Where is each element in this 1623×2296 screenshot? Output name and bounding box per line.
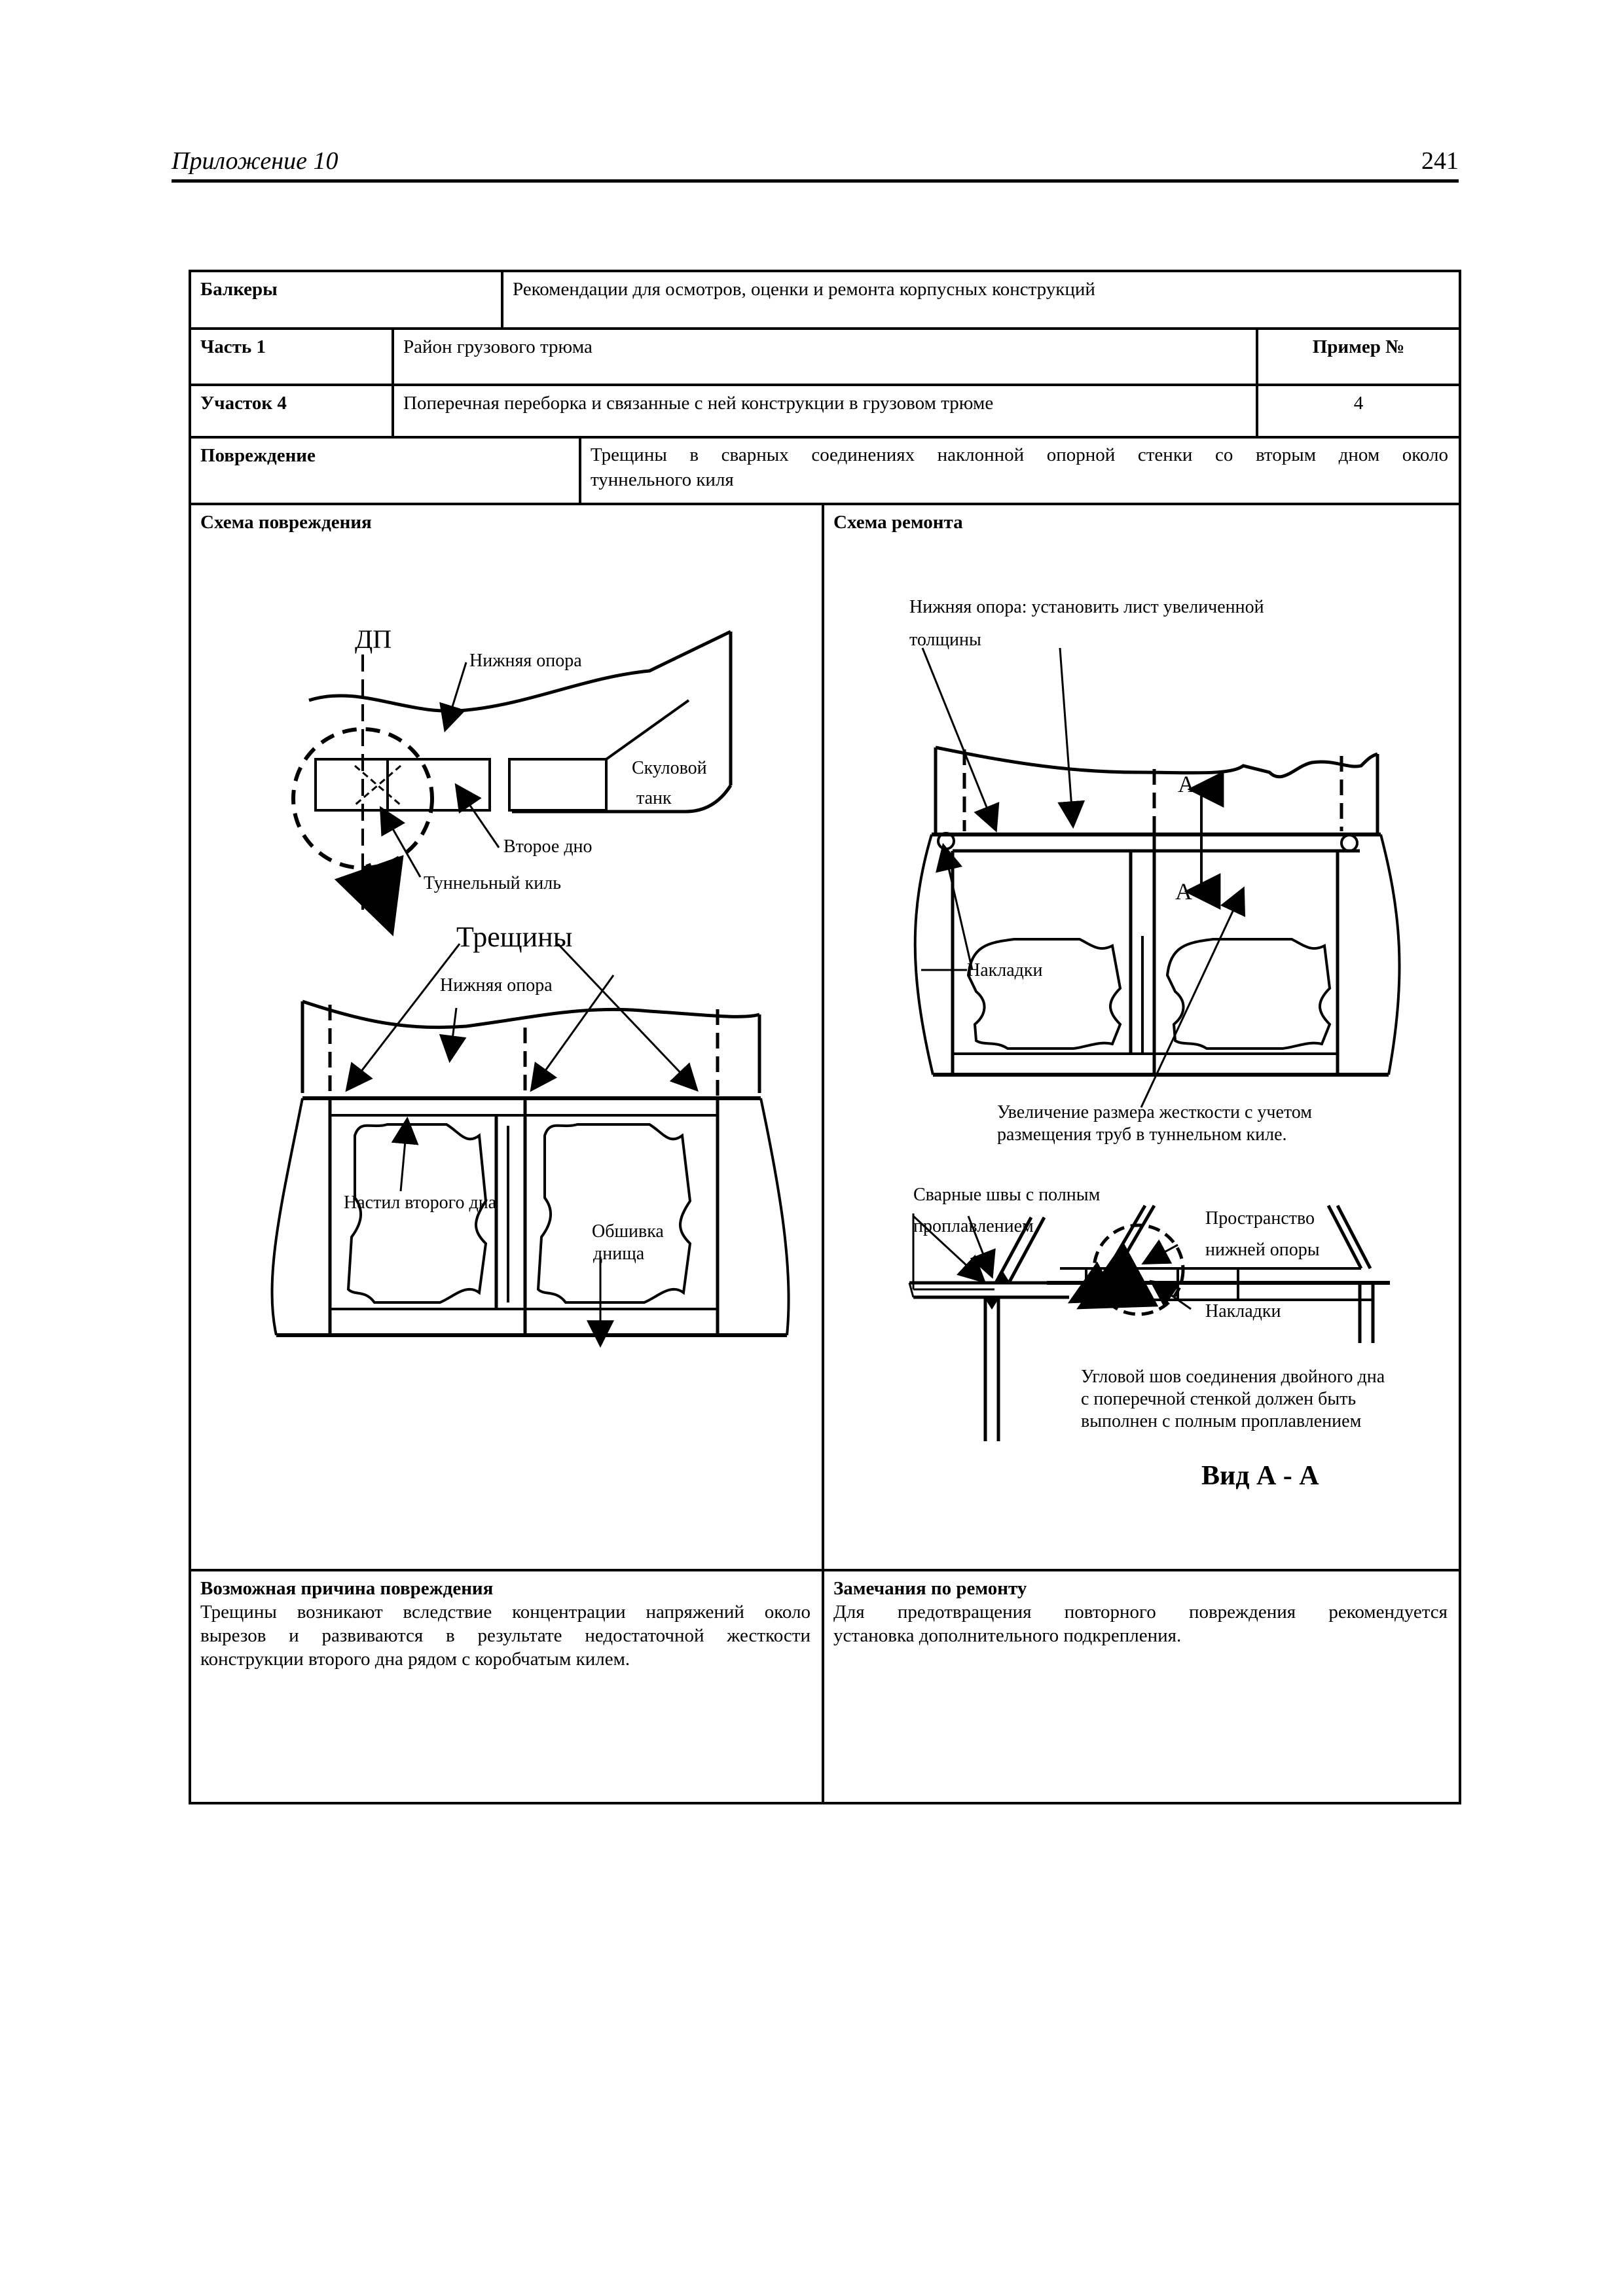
label-duct-keel: Туннельный киль (424, 873, 561, 893)
repair-scheme-drawing (824, 543, 1457, 1564)
label-bottom-shell-2: днища (593, 1244, 645, 1264)
bilge-tank-bottom (512, 785, 731, 812)
damage-description-line2: туннельного киля (591, 469, 734, 490)
label-bilge-tank-1: Скуловой (632, 758, 707, 778)
label-note2-line1: Увеличение размера жесткости с учетом (997, 1102, 1312, 1122)
label-dp: ДП (355, 624, 392, 654)
label-bottom-shell-1: Обшивка (592, 1221, 664, 1242)
leader-lower-stool (445, 662, 466, 730)
part-value: Район грузового трюма (403, 336, 593, 357)
damage-scheme-drawing (191, 543, 820, 1564)
cause-title: Возможная причина повреждения (200, 1578, 494, 1599)
label-welds-line2: проплавлением (913, 1216, 1034, 1236)
bottom-sketch (272, 944, 789, 1345)
double-bottom-left (316, 759, 490, 810)
crack-leader-1 (347, 944, 460, 1090)
table-border-bottom (189, 1802, 1461, 1804)
label-double-bottom: Второе дно (503, 836, 593, 857)
remarks-line-2: установка дополнительного подкрепления. (833, 1625, 1182, 1646)
remarks-line-1: Для предотвращения повторного повреждения рекомендуется (833, 1602, 1448, 1623)
table-border-right (1459, 270, 1461, 1804)
damage-description (581, 439, 1457, 503)
label-note1-line1: Нижняя опора: установить лист увеличенной (909, 597, 1264, 617)
bilge-tank-box (509, 759, 606, 810)
label-section-mark-bottom: A (1175, 878, 1192, 905)
damage-scheme-title: Схема повреждения (200, 512, 372, 533)
label-bilge-tank-2: танк (636, 788, 672, 808)
shell-right (761, 1098, 789, 1335)
label-inner-bottom-plating: Настил второго дна (344, 1193, 497, 1213)
stool-top-wavy (302, 1001, 759, 1028)
label-fillet-line3: выполнен с полным проплавлением (1081, 1411, 1362, 1431)
damage-circle (293, 729, 432, 868)
bracket-right (1341, 835, 1357, 851)
example-label: Пример № (1312, 336, 1405, 357)
stool-diag-3 (1328, 1206, 1361, 1268)
label-brackets: Накладки (967, 960, 1043, 980)
running-header (172, 145, 1459, 183)
note1-leader-2 (1060, 648, 1073, 826)
stool-diag-4 (1338, 1206, 1370, 1268)
remarks-title: Замечания по ремонту (833, 1578, 1027, 1599)
damage-label-text: Повреждение (200, 445, 316, 466)
damage-description-line1: Трещины в сварных соединениях наклонной опорной стенки со вторым дном около (591, 444, 1448, 465)
crack-leader-3 (558, 944, 697, 1090)
stool-diag-1 (1108, 1206, 1145, 1268)
stool-leader (450, 1008, 456, 1060)
repair-scheme-title: Схема ремонта (833, 512, 963, 533)
example-number: 4 (1353, 393, 1364, 414)
cutout-left (348, 1124, 486, 1302)
remarks-block (824, 1571, 1457, 1794)
brackets-leader-1 (943, 846, 972, 970)
label-brackets-2: Накладки (1205, 1301, 1281, 1321)
section-marker (1194, 789, 1207, 891)
cause-line-3: конструкции второго дна рядом с коробчатым килем. (200, 1649, 630, 1670)
label-lower-stool-2: Нижняя опора (440, 975, 553, 996)
cutout-right (538, 1124, 690, 1302)
bilge-tank-top (606, 700, 689, 759)
leader-double-bottom (456, 785, 499, 848)
brackets-2-leader (1152, 1282, 1191, 1309)
label-view-aa: Вид А - А (1201, 1461, 1319, 1491)
label-section-mark-top: A (1178, 771, 1195, 797)
label-cracks: Трещины (456, 921, 573, 953)
label-space-line1: Пространство (1205, 1208, 1315, 1229)
repair-cutout-right (1167, 939, 1330, 1049)
repair-shell-left (915, 834, 933, 1075)
area-value: Поперечная переборка и связанные с ней конструкции в грузовом трюме (403, 393, 994, 414)
label-fillet-line1: Угловой шов соединения двойного дна (1081, 1367, 1385, 1387)
label-fillet-line2: с поперечной стенкой должен быть (1081, 1389, 1357, 1409)
cause-block (191, 1571, 820, 1794)
note1-leader-1 (922, 648, 996, 830)
label-welds-line1: Сварные швы с полным (913, 1185, 1101, 1205)
weld-fillet-2 (985, 1297, 998, 1308)
repair-stool-top (936, 747, 1377, 777)
part-label: Часть 1 (200, 336, 266, 357)
damage-label (191, 439, 576, 503)
view-arrow (368, 864, 391, 929)
label-space-line2: нижней опоры (1205, 1240, 1320, 1260)
cause-line-1: Трещины возникают вследствие концентрации напряжений около (200, 1602, 811, 1623)
area-label: Участок 4 (200, 393, 287, 414)
stool-diag-2 (1118, 1206, 1154, 1268)
label-note1-line2: толщины (909, 630, 981, 650)
repair-shell-right (1381, 834, 1400, 1075)
space-leader (1144, 1245, 1178, 1263)
page-number: 241 (1421, 147, 1459, 175)
vessel-type-label: Балкеры (200, 279, 278, 300)
cause-line-2: вырезов и развиваются в результате недостаточной жесткости (200, 1625, 811, 1646)
inner-bottom-leader (401, 1119, 407, 1191)
repair-section (915, 648, 1400, 1107)
repair-cutout-left (968, 939, 1120, 1049)
appendix-title: Приложение 10 (172, 147, 338, 175)
shell-left (272, 1098, 302, 1335)
document-title: Рекомендации для осмотров, оценки и ремонта корпусных конструкций (513, 279, 1095, 300)
label-note2-line2: размещения труб в туннельном киле. (997, 1124, 1287, 1145)
label-lower-stool: Нижняя опора (469, 651, 582, 671)
